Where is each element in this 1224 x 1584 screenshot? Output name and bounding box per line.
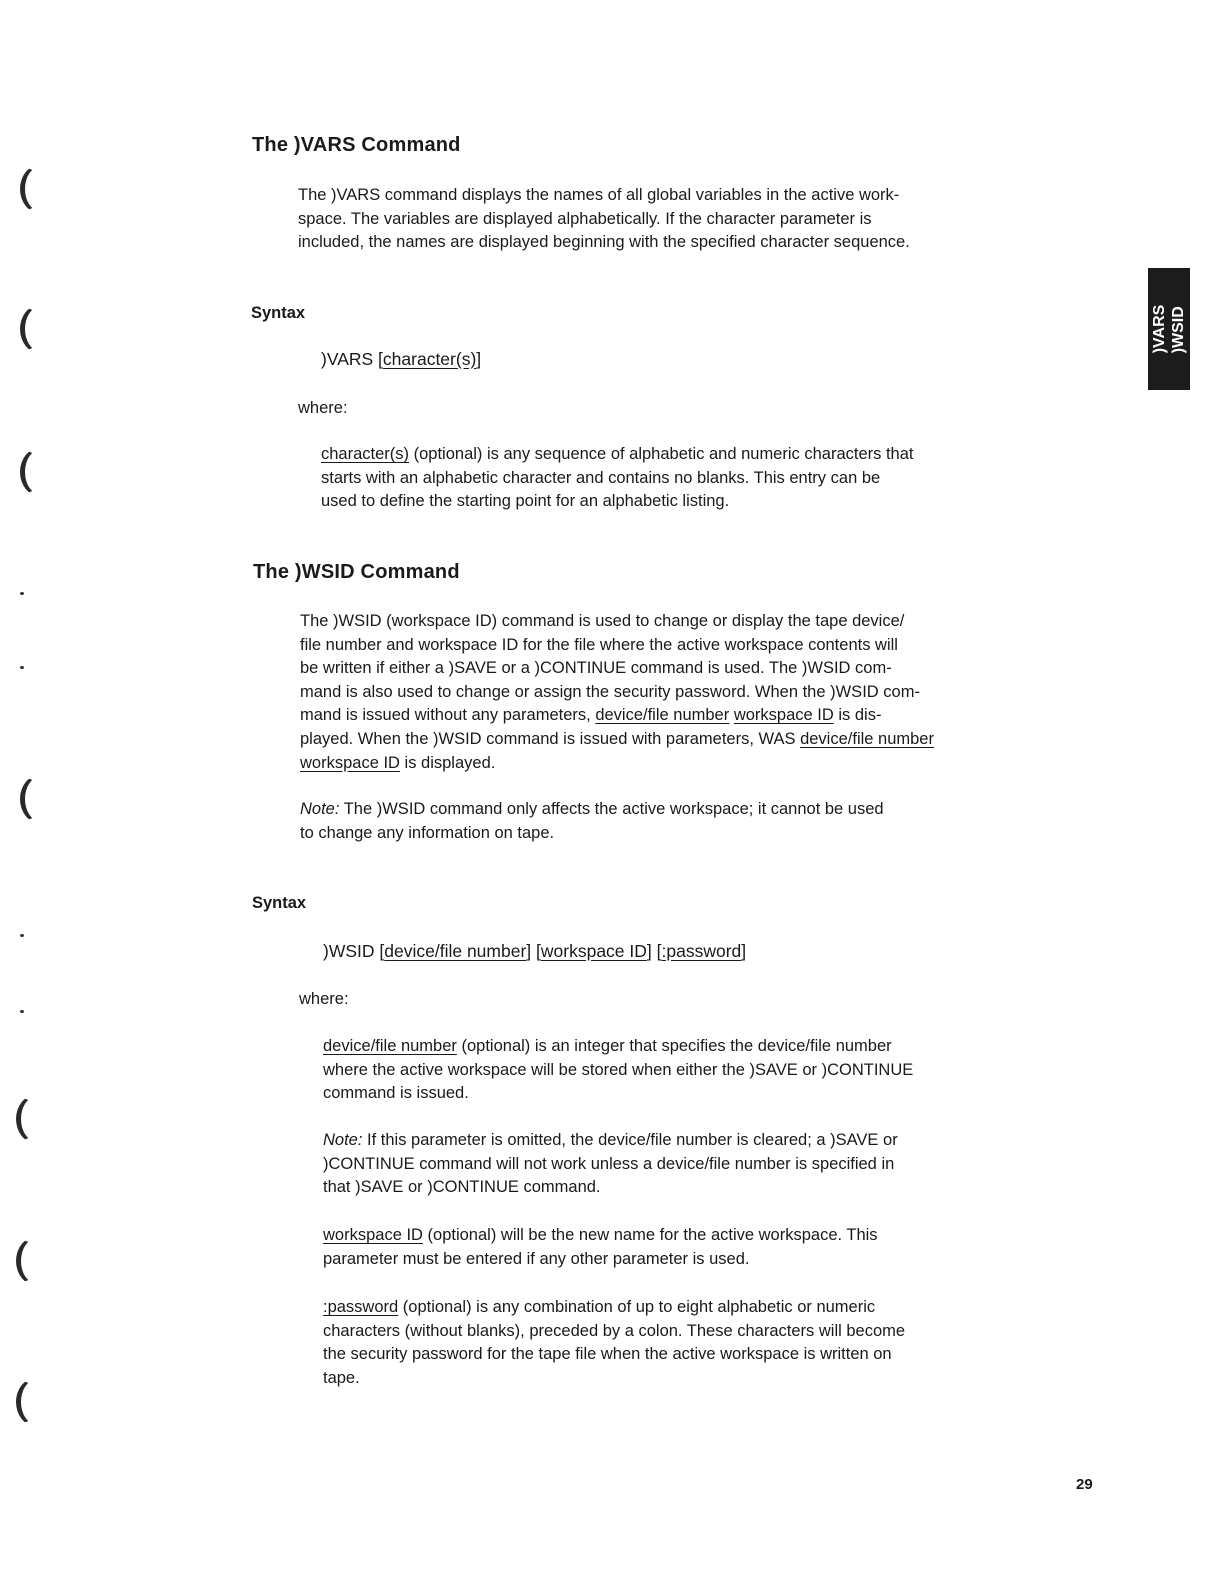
vars-param-text: (optional) is any sequence of alphabetic and numeric characters that	[409, 445, 914, 463]
wsid-text: mand is issued without any parameters,	[300, 706, 596, 725]
note-label: Note:	[323, 1131, 363, 1149]
password-param-line: the security password for the tape file when the active workspace is written on	[323, 1345, 892, 1364]
workspace-param-text: (optional) will be the new name for the active workspace. This	[422, 1226, 878, 1244]
note-text: that )SAVE or )CONTINUE command.	[323, 1178, 601, 1197]
wsid-note	[300, 798, 884, 845]
scan-speck	[20, 592, 24, 595]
vars-param-description	[321, 443, 914, 514]
wsid-text: is dis-	[833, 706, 882, 725]
note-text: to change any information on tape.	[300, 823, 555, 842]
scan-speck	[20, 934, 24, 937]
binder-hole-1	[20, 165, 59, 213]
vars-description	[298, 184, 910, 255]
vars-heading: The )VARS Command	[252, 134, 461, 156]
wsid-where-label: where:	[299, 990, 349, 1008]
workspace-param-line: parameter must be entered if any other parameter is used.	[323, 1249, 750, 1268]
bracket-close: ]	[476, 349, 482, 369]
scan-speck	[20, 1010, 24, 1013]
wsid-term-device: device/file number	[800, 729, 934, 748]
workspace-param-term: workspace ID	[323, 1226, 423, 1244]
password-param-term: :password	[323, 1298, 399, 1316]
device-param-text: (optional) is an integer that specifies the device/file number	[456, 1037, 892, 1055]
vars-where-label: where:	[298, 399, 348, 417]
binder-hole-6	[16, 1237, 55, 1285]
note-text: )CONTINUE command will not work unless a device/file number is specified in	[323, 1154, 895, 1173]
vars-description-line: space. The variables are displayed alphabetically. If the character parameter is	[298, 209, 872, 228]
vars-description-line: included, the names are displayed beginning with the specified character sequence.	[298, 233, 910, 252]
password-param-text: (optional) is any combination of up to eight alphabetic or numeric	[398, 1298, 876, 1316]
note-text: The )WSID command only affects the active workspace; it cannot be used	[339, 800, 884, 818]
password-param-description	[323, 1296, 905, 1390]
vars-param-line: used to define the starting point for an alphabetic listing.	[321, 492, 730, 511]
password-param-line: tape.	[323, 1368, 360, 1387]
password-param-line: characters (without blanks), preceded by a colon. These characters will become	[323, 1321, 906, 1340]
wsid-description-line: file number and workspace ID for the file where the active workspace contents will	[300, 635, 898, 654]
vars-param-term: character(s)	[321, 445, 410, 463]
note-text: If this parameter is omitted, the device/file number is cleared; a )SAVE or	[362, 1131, 898, 1149]
side-tab-label	[1150, 305, 1188, 354]
wsid-syntax-line: )WSID [device/file number] [workspace ID] [:password]	[323, 941, 747, 961]
vars-syntax-command: )VARS	[321, 349, 379, 369]
wsid-heading: The )WSID Command	[253, 561, 460, 583]
binder-hole-3	[20, 448, 59, 496]
side-tab-line1: )VARS	[1151, 304, 1168, 354]
wsid-term-device: device/file number	[595, 706, 730, 725]
side-tab-line2: )WSID	[1170, 306, 1187, 354]
page-number: 29	[1076, 1476, 1093, 1493]
wsid-syntax-param-device: device/file number	[384, 941, 527, 961]
device-param-description	[323, 1035, 913, 1106]
device-param-term: device/file number	[323, 1037, 457, 1055]
binder-hole-7	[16, 1378, 55, 1426]
wsid-syntax-param-workspace: workspace ID	[540, 941, 647, 961]
vars-param-line: starts with an alphabetic character and contains no blanks. This entry can be	[321, 468, 881, 487]
vars-syntax-param: character(s)	[382, 349, 477, 369]
wsid-text: is displayed.	[399, 753, 496, 772]
vars-syntax-line	[321, 348, 481, 372]
wsid-description-line: The )WSID (workspace ID) command is used to change or display the tape device/	[300, 612, 905, 630]
scan-speck	[20, 666, 24, 669]
wsid-description	[300, 610, 934, 775]
workspace-param-description	[323, 1224, 878, 1271]
wsid-description-line: mand is also used to change or assign the security password. When the )WSID com-	[300, 682, 920, 701]
wsid-syntax-command: )WSID	[323, 941, 380, 961]
bracket-open: [	[378, 349, 383, 369]
wsid-text: played. When the )WSID command is issued with parameters, WAS	[300, 729, 801, 748]
wsid-description-line: be written if either a )SAVE or a )CONTINUE command is used. The )WSID com-	[300, 659, 892, 678]
wsid-syntax-heading: Syntax	[252, 894, 307, 912]
wsid-syntax-param-password: :password	[661, 941, 742, 961]
vars-description-line: The )VARS command displays the names of all global variables in the active work-	[298, 186, 900, 204]
binder-hole-2	[20, 305, 59, 353]
device-note	[323, 1129, 898, 1200]
wsid-term-workspace: workspace ID	[300, 753, 400, 772]
note-label: Note:	[300, 800, 340, 818]
device-param-line: where the active workspace will be stored when either the )SAVE or )CONTINUE	[323, 1060, 914, 1079]
binder-hole-5	[16, 1095, 55, 1143]
vars-syntax-heading: Syntax	[251, 304, 306, 322]
side-tab	[1148, 268, 1190, 390]
wsid-term-workspace: workspace ID	[733, 706, 834, 725]
binder-hole-4	[20, 775, 59, 823]
device-param-line: command is issued.	[323, 1084, 469, 1103]
